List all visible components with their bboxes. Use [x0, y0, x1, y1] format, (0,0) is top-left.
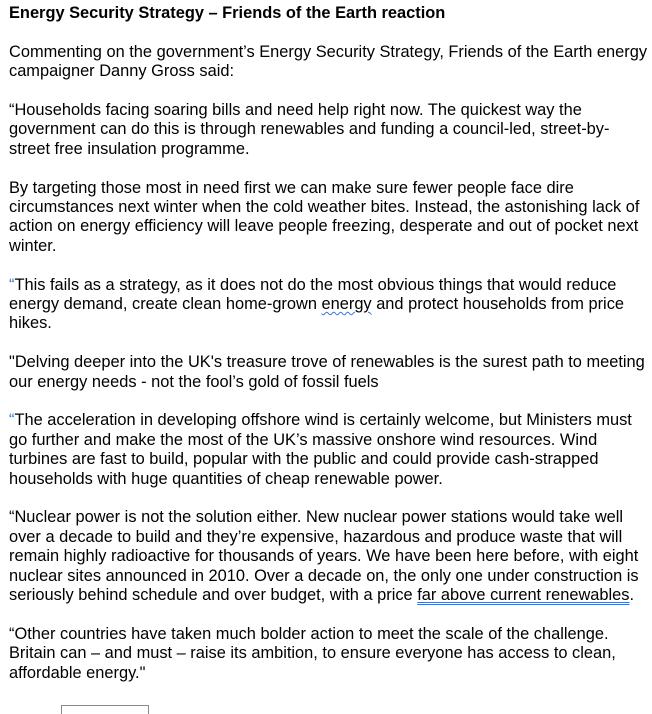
- spelling-flagged-word[interactable]: energy: [321, 295, 372, 314]
- renewables-link[interactable]: far above current renewables: [417, 586, 630, 605]
- paragraph-3-text-end: and protect households from price hikes.: [9, 295, 625, 333]
- intro-paragraph: Commenting on the government’s Energy Security Strategy, Friends of the Earth energy campaigner Danny Gross said:: [9, 42, 648, 81]
- paragraph-3: [9, 276, 649, 334]
- paragraph-5: [9, 411, 649, 489]
- paragraph-7: “Other countries have taken much bolder action to meet the scale of the challenge. Britain can – and must – raise its ambition, to ensure everyone has access to clean, affordable energy.": [9, 624, 616, 682]
- paragraph-4: "Delving deeper into the UK's treasure trove of renewables is the surest path to meeting our energy needs - not the fool’s gold of fossil fuels: [9, 353, 645, 391]
- document-body: [9, 4, 649, 702]
- paragraph-1: “Households facing soaring bills and need help right now. The quickest way the government can do this is through renewables and funding a council-led, street-by-street free insulation programme.: [9, 101, 610, 158]
- document-title: Energy Security Strategy – Friends of the Earth reaction: [9, 4, 446, 22]
- paragraph-6-text-start: “Nuclear power is not the solution either. New nuclear power stations would take well over a decade to build and they’re expensive, hazardous and produce waste that will remain highly radioactive for thousands of years. We have been here before, with eight nuclear sites announced in 2010. Over a decade on, the only one under construction is seriously behind schedule and over budget, with a price: [9, 508, 639, 605]
- paragraph-2: By targeting those most in need first we can make sure fewer people face dire circumstances next winter when the cold weather bites. Instead, the astonishing lack of action on energy efficiency will leave people freezing, desperate and out of pocket next winter.: [9, 178, 640, 255]
- open-quote-mark: “: [9, 411, 15, 430]
- paragraph-6-text-end: .: [629, 586, 635, 605]
- paragraph-3-text-start: This fails as a strategy, as it does not do the most obvious things that would reduce energy demand, create clean home-grown: [9, 275, 617, 314]
- open-quote-mark: “: [9, 275, 15, 294]
- paragraph-6: [9, 508, 649, 605]
- partial-box-fragment: [61, 705, 149, 714]
- paragraph-5-text: The acceleration in developing offshore wind is certainly welcome, but Ministers must go further and make the most of the UK’s massive onshore wind resources. Wind turbines are fast to build, popular with the public and could provide cash-strapped households with huge quantities of cheap renewable power.: [9, 411, 632, 488]
